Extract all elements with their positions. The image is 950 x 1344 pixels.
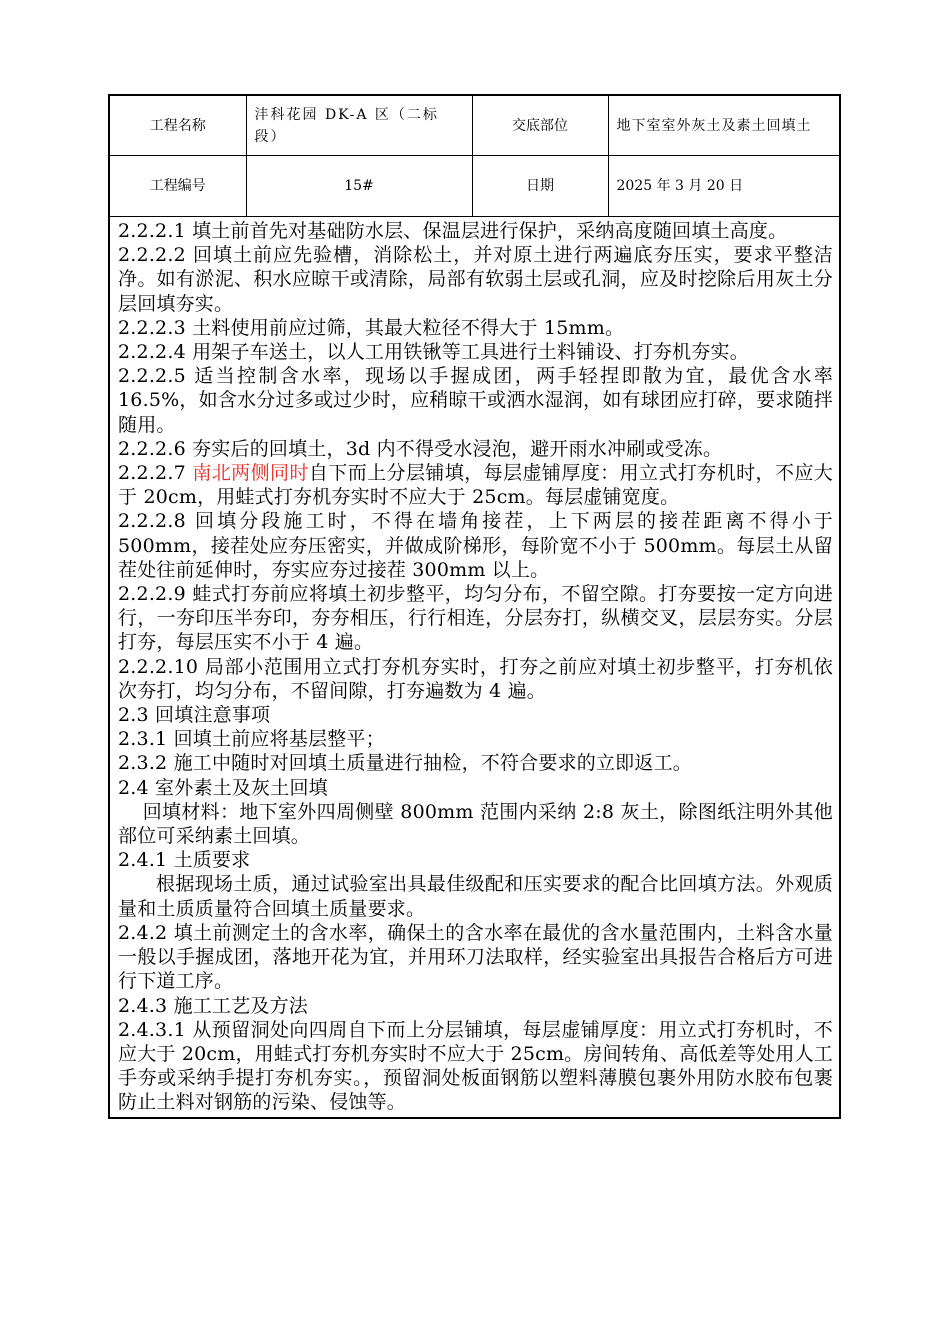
paragraph: 2.4.2 填土前测定土的含水率，确保土的含水率在最优的含水量范围内，土料含水量一般以手握成团，落地开花为宜，并用环刀法取样，经实验室出具报告合格后方可进行下道工序。 — [118, 921, 833, 993]
paragraph: 2.2.2.4 用架子车送土，以人工用铁锹等工具进行土料铺设、打夯机夯实。 — [118, 341, 749, 364]
paragraph-text: 自下而上分层铺填，每层虚铺厚度：用立式打夯机时，不应大于 20cm，用蛙式打夯机夯实时不应大于 25cm。每层虚铺宽度。 — [118, 462, 834, 509]
date-value: 2025 年 3 月 20 日 — [608, 156, 839, 217]
paragraph: 2.4.3.1 从预留洞处向四周自下而上分层铺填，每层虚铺厚度：用立式打夯机时，不应大于 20cm，用蛙式打夯机夯实时不应大于 25cm。房间转角、高低差等处用人工手夯或采纳手提打夯机夯实。，预留洞处板面钢筋以塑料薄膜包裹外用防水胶布包裹防止土料对钢筋的污染、侵蚀等。 — [118, 1018, 833, 1114]
section-heading: 2.3 回填注意事项 — [118, 704, 271, 727]
location-value: 地下室室外灰土及素土回填土 — [608, 96, 839, 156]
section-heading: 2.4.1 土质要求 — [118, 849, 251, 872]
project-no-value: 15# — [246, 156, 472, 217]
paragraph — [118, 461, 833, 509]
project-name-label: 工程名称 — [110, 96, 246, 156]
paragraph: 2.2.2.3 土料使用前应过筛，其最大粒径不得大于 15mm。 — [118, 316, 625, 339]
paragraph: 2.2.2.1 填土前首先对基础防水层、保温层进行保护，采纳高度随回填土高度。 — [118, 220, 788, 242]
paragraph: 2.2.2.5 适当控制含水率，现场以手握成团，两手轻捏即散为宜，最优含水率 16.5%，如含水分过多或过少时，应稍晾干或洒水湿润，如有球团应打碎，要求随拌随用。 — [118, 365, 833, 436]
paragraph: 2.2.2.9 蛙式打夯前应将填土初步整平，均匀分布，不留空隙。打夯要按一定方向进行，一夯印压半夯印，夯夯相压，行行相连，分层夯打，纵横交叉，层层夯实。分层打夯，每层压实不小于 4 遍。 — [118, 583, 833, 654]
paragraph: 2.2.2.8 回填分段施工时，不得在墙角接茬，上下两层的接茬距离不得小于 500mm，接茬处应夯压密实，并做成阶梯形，每阶宽不小于 500mm。每层土从留茬处往前延伸时，夯实应夯过接茬 300mm 以上。 — [118, 510, 833, 581]
header-table — [110, 96, 839, 217]
project-name-value: 沣科花园 DK-A 区（二标段） — [246, 96, 472, 156]
disclosure-content — [110, 217, 839, 1117]
project-no-label: 工程编号 — [110, 156, 246, 217]
paragraph: 2.2.2.2 回填土前应先验槽，消除松土，并对原土进行两遍底夯压实，要求平整洁净。如有淤泥、积水应晾干或清除，局部有软弱土层或孔洞，应及时挖除后用灰土分层回填夯实。 — [118, 244, 833, 315]
paragraph: 2.3.1 回填土前应将基层整平； — [118, 728, 385, 751]
section-heading: 2.4 室外素土及灰土回填 — [118, 776, 328, 799]
location-label: 交底部位 — [472, 96, 608, 156]
date-label: 日期 — [472, 156, 608, 217]
paragraph-number: 2.2.2.7 — [118, 462, 193, 485]
disclosure-sheet — [108, 94, 841, 1119]
paragraph: 根据现场土质，通过试验室出具最佳级配和压实要求的配合比回填方法。外观质量和土质质量符合回填土质量要求。 — [118, 873, 833, 920]
paragraph: 回填材料：地下室外四周侧壁 800mm 范围内采纳 2:8 灰土，除图纸注明外其他部位可采纳素土回填。 — [118, 800, 833, 848]
section-heading: 2.4.3 施工工艺及方法 — [118, 994, 308, 1017]
paragraph: 2.2.2.6 夯实后的回填土，3d 内不得受水浸泡，避开雨水冲刷或受冻。 — [118, 437, 723, 460]
highlighted-text: 南北两侧同时 — [192, 462, 309, 485]
paragraph: 2.2.2.10 局部小范围用立式打夯机夯实时，打夯之前应对填土初步整平，打夯机依次夯打，均匀分布，不留间隙，打夯遍数为 4 遍。 — [118, 655, 833, 702]
paragraph: 2.3.2 施工中随时对回填土质量进行抽检，不符合要求的立即返工。 — [118, 752, 692, 775]
